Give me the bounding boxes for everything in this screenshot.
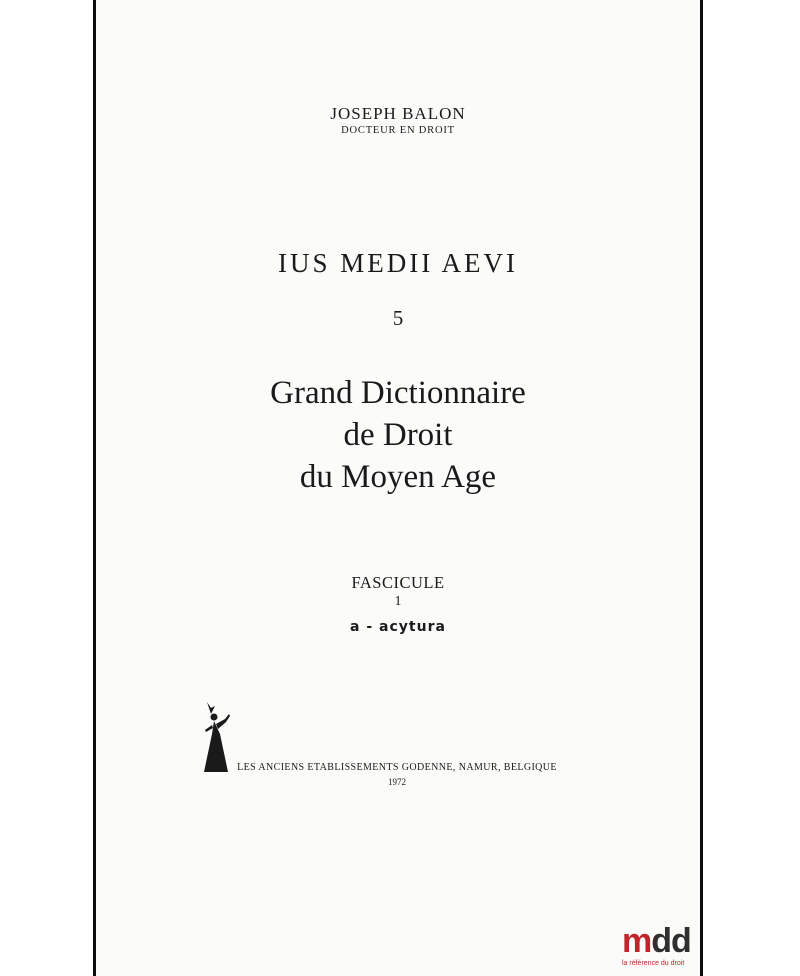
book-title-line-2: de Droit xyxy=(343,417,453,453)
book-title-line-3: du Moyen Age xyxy=(299,459,497,495)
book-title xyxy=(96,372,700,498)
watermark-tagline: la référence du droit xyxy=(622,960,685,967)
series-title: IUS MEDII AEVI xyxy=(278,248,518,278)
author-title: DOCTEUR EN DROIT xyxy=(341,125,455,136)
publication-year: 1972 xyxy=(388,777,406,787)
left-margin xyxy=(0,0,93,976)
fascicule-label: FASCICULE xyxy=(351,573,445,592)
watermark-dd: dd xyxy=(651,922,691,960)
publisher-name: LES ANCIENS ETABLISSEMENTS GODENNE, NAMUR, BELGIQUE xyxy=(237,762,557,773)
watermark-m: m xyxy=(622,922,652,960)
series-number: 5 xyxy=(392,306,404,330)
mdd-watermark-logo xyxy=(622,924,702,974)
author-name: JOSEPH BALON xyxy=(330,104,466,123)
right-margin xyxy=(703,0,800,976)
fascicule-number: 1 xyxy=(394,594,402,609)
book-title-line-1: Grand Dictionnaire xyxy=(270,375,526,411)
publisher-figure-icon xyxy=(196,700,232,774)
fascicule-range: a - acytura xyxy=(350,619,446,635)
title-page xyxy=(93,0,703,976)
